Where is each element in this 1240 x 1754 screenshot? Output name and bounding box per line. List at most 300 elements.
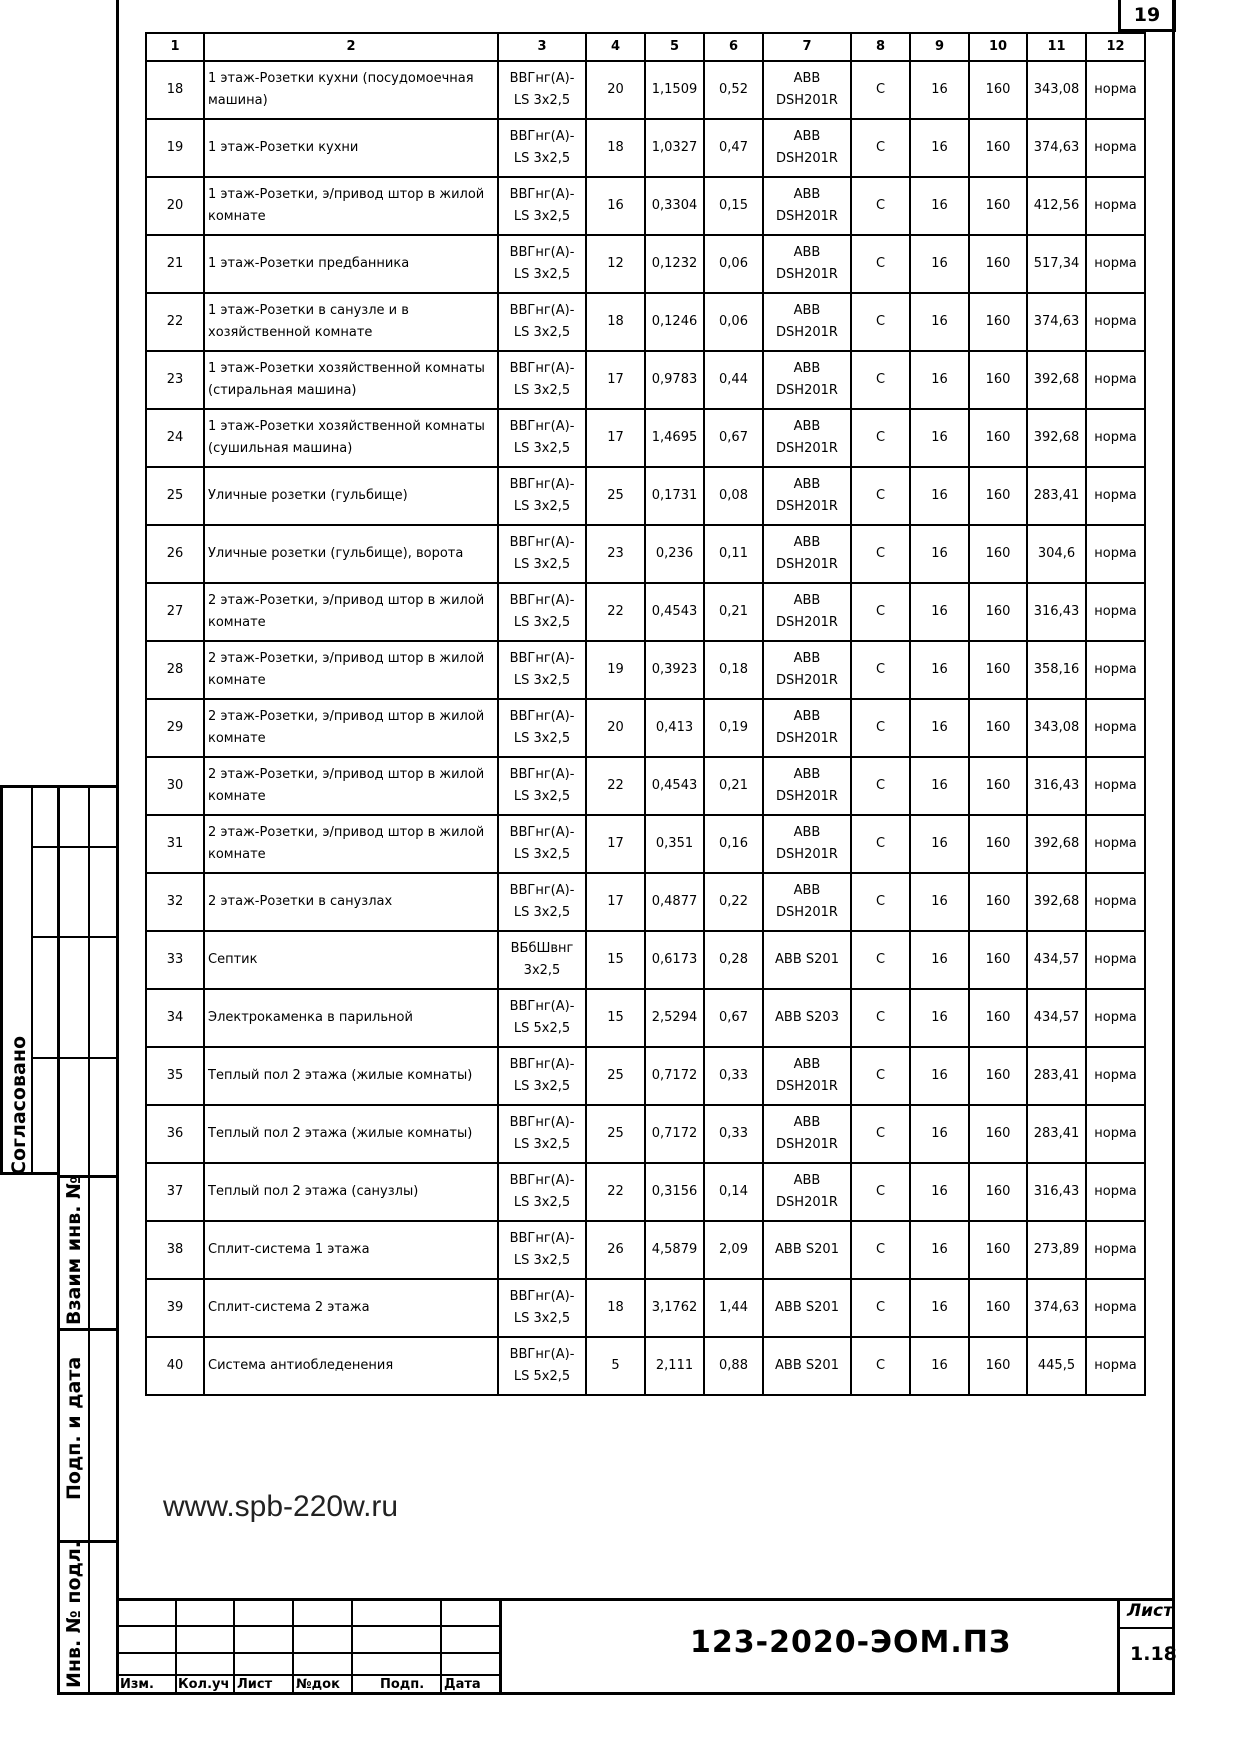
table-cell: 283,41 [1027, 1105, 1086, 1163]
table-cell: 0,47 [704, 119, 763, 177]
table-cell: 2 этаж-Розетки, э/привод штор в жилой комнате [204, 583, 498, 641]
table-cell: 2 этаж-Розетки, э/привод штор в жилой комнате [204, 641, 498, 699]
table-row [146, 815, 1145, 873]
table-cell: 283,41 [1027, 1047, 1086, 1105]
table-cell: 29 [146, 699, 204, 757]
table-row [146, 119, 1145, 177]
table-cell: 31 [146, 815, 204, 873]
label-kol-uch: Кол.уч [178, 1677, 230, 1692]
title-block [116, 1598, 1175, 1695]
table-cell: 160 [969, 757, 1027, 815]
table-cell: ABB DSH201R [763, 1047, 851, 1105]
table-cell: ВВГнг(А)-LS 3х2,5 [498, 177, 586, 235]
table-cell: норма [1086, 1047, 1145, 1105]
table-cell: 16 [910, 1047, 969, 1105]
table-cell: C [851, 699, 910, 757]
table-cell: 22 [586, 1163, 645, 1221]
table-cell: 392,68 [1027, 873, 1086, 931]
label-podp: Подп. [380, 1677, 425, 1692]
table-cell: 2 этаж-Розетки, э/привод штор в жилой комнате [204, 699, 498, 757]
table-row [146, 757, 1145, 815]
table-row [146, 61, 1145, 119]
table-cell: 18 [586, 293, 645, 351]
table-cell: 0,88 [704, 1337, 763, 1395]
table-cell: 1 этаж-Розетки, э/привод штор в жилой комнате [204, 177, 498, 235]
table-cell: 36 [146, 1105, 204, 1163]
table-cell: норма [1086, 351, 1145, 409]
table-cell: Уличные розетки (гульбище) [204, 467, 498, 525]
table-cell: C [851, 931, 910, 989]
table-cell: 5 [586, 1337, 645, 1395]
table-cell: C [851, 467, 910, 525]
label-data: Дата [444, 1677, 481, 1692]
table-cell: 16 [910, 293, 969, 351]
table-row [146, 699, 1145, 757]
table-cell: C [851, 757, 910, 815]
table-row [146, 873, 1145, 931]
table-cell: 16 [910, 931, 969, 989]
table-cell: 1,4695 [645, 409, 704, 467]
table-header [146, 33, 1145, 61]
table-cell: норма [1086, 525, 1145, 583]
table-cell: ABB DSH201R [763, 815, 851, 873]
table-cell: Система антиобледенения [204, 1337, 498, 1395]
table-cell: ВВГнг(А)-LS 3х2,5 [498, 119, 586, 177]
table-cell: норма [1086, 1105, 1145, 1163]
table-cell: 25 [586, 467, 645, 525]
table-cell: ВВГнг(А)-LS 3х2,5 [498, 293, 586, 351]
table-cell: ABB DSH201R [763, 641, 851, 699]
table-cell: 18 [586, 119, 645, 177]
table-cell: 25 [586, 1105, 645, 1163]
table-cell: 35 [146, 1047, 204, 1105]
table-cell: 16 [910, 235, 969, 293]
table-cell: 2 этаж-Розетки, э/привод штор в жилой комнате [204, 815, 498, 873]
table-cell: 16 [910, 1279, 969, 1337]
table-cell: 0,4877 [645, 873, 704, 931]
table-cell: 20 [586, 699, 645, 757]
table-cell: 0,15 [704, 177, 763, 235]
table-cell: 343,08 [1027, 61, 1086, 119]
table-cell: 20 [586, 61, 645, 119]
table-cell: норма [1086, 757, 1145, 815]
table-cell: 18 [146, 61, 204, 119]
table-cell: 22 [146, 293, 204, 351]
table-cell: 358,16 [1027, 641, 1086, 699]
table-row [146, 1163, 1145, 1221]
table-cell: C [851, 1221, 910, 1279]
table-cell: 0,16 [704, 815, 763, 873]
table-cell: Уличные розетки (гульбище), ворота [204, 525, 498, 583]
table-cell: норма [1086, 235, 1145, 293]
table-cell: 20 [146, 177, 204, 235]
table-cell: 33 [146, 931, 204, 989]
table-cell: 374,63 [1027, 119, 1086, 177]
agreed-label: Согласовано [8, 1035, 30, 1175]
table-cell: C [851, 1105, 910, 1163]
table-row [146, 1221, 1145, 1279]
table-cell: 34 [146, 989, 204, 1047]
table-row [146, 235, 1145, 293]
table-cell: ABB DSH201R [763, 293, 851, 351]
table-cell: C [851, 61, 910, 119]
table-cell: 16 [910, 699, 969, 757]
column-header: 9 [910, 33, 969, 61]
table-cell: 160 [969, 351, 1027, 409]
column-header: 1 [146, 33, 204, 61]
table-row [146, 525, 1145, 583]
table-cell: Теплый пол 2 этажа (жилые комнаты) [204, 1105, 498, 1163]
table-cell: ABB DSH201R [763, 873, 851, 931]
table-cell: 1 этаж-Розетки предбанника [204, 235, 498, 293]
table-cell: 16 [910, 409, 969, 467]
table-cell: 2 этаж-Розетки в санузлах [204, 873, 498, 931]
table-cell: 160 [969, 119, 1027, 177]
table-cell: 16 [910, 177, 969, 235]
table-cell: норма [1086, 467, 1145, 525]
table-cell: 0,28 [704, 931, 763, 989]
table-cell: 316,43 [1027, 583, 1086, 641]
table-cell: норма [1086, 989, 1145, 1047]
table-cell: 0,351 [645, 815, 704, 873]
table-cell: ABB DSH201R [763, 757, 851, 815]
table-cell: 24 [146, 409, 204, 467]
table-cell: ВВГнг(А)-LS 3х2,5 [498, 641, 586, 699]
sign-date-label: Подп. и дата [63, 1356, 85, 1500]
column-header: 6 [704, 33, 763, 61]
table-cell: ABB S201 [763, 1221, 851, 1279]
table-cell: 160 [969, 931, 1027, 989]
table-cell: 1,44 [704, 1279, 763, 1337]
table-cell: 0,413 [645, 699, 704, 757]
table-cell: 0,11 [704, 525, 763, 583]
table-cell: 0,44 [704, 351, 763, 409]
table-cell: 160 [969, 61, 1027, 119]
table-cell: 316,43 [1027, 1163, 1086, 1221]
table-cell: ABB DSH201R [763, 177, 851, 235]
table-cell: ABB DSH201R [763, 119, 851, 177]
table-cell: 0,21 [704, 583, 763, 641]
table-cell: ВВГнг(А)-LS 3х2,5 [498, 757, 586, 815]
table-cell: 15 [586, 989, 645, 1047]
table-cell: 23 [146, 351, 204, 409]
table-cell: 160 [969, 1105, 1027, 1163]
table-row [146, 467, 1145, 525]
table-cell: 0,3304 [645, 177, 704, 235]
table-cell: 0,08 [704, 467, 763, 525]
column-header: 3 [498, 33, 586, 61]
table-cell: 392,68 [1027, 351, 1086, 409]
table-cell: 1 этаж-Розетки в санузле и в хозяйственной комнате [204, 293, 498, 351]
table-cell: Электрокаменка в парильной [204, 989, 498, 1047]
table-cell: 0,06 [704, 293, 763, 351]
table-cell: ABB S203 [763, 989, 851, 1047]
table-cell: 160 [969, 177, 1027, 235]
table-cell: 39 [146, 1279, 204, 1337]
table-cell: 392,68 [1027, 815, 1086, 873]
table-cell: 0,1731 [645, 467, 704, 525]
table-cell: ВВГнг(А)-LS 3х2,5 [498, 1221, 586, 1279]
table-cell: 17 [586, 815, 645, 873]
table-cell: 0,22 [704, 873, 763, 931]
table-cell: 1,0327 [645, 119, 704, 177]
table-cell: 16 [910, 989, 969, 1047]
table-cell: норма [1086, 119, 1145, 177]
table-cell: норма [1086, 699, 1145, 757]
table-cell: ВВГнг(А)-LS 3х2,5 [498, 61, 586, 119]
table-cell: 160 [969, 235, 1027, 293]
table-cell: Сплит-система 1 этажа [204, 1221, 498, 1279]
table-cell: 16 [910, 1105, 969, 1163]
table-cell: 16 [910, 815, 969, 873]
table-cell: 0,4543 [645, 583, 704, 641]
table-cell: 15 [586, 931, 645, 989]
table-cell: 1 этаж-Розетки кухни [204, 119, 498, 177]
table-cell: 25 [146, 467, 204, 525]
table-cell: 160 [969, 699, 1027, 757]
table-cell: C [851, 293, 910, 351]
table-cell: норма [1086, 641, 1145, 699]
table-cell: 0,7172 [645, 1047, 704, 1105]
table-cell: 160 [969, 815, 1027, 873]
table-cell: 0,19 [704, 699, 763, 757]
column-header: 8 [851, 33, 910, 61]
table-cell: 343,08 [1027, 699, 1086, 757]
table-cell: норма [1086, 177, 1145, 235]
table-cell: норма [1086, 931, 1145, 989]
table-cell: норма [1086, 815, 1145, 873]
table-cell: 0,52 [704, 61, 763, 119]
table-cell: 2,09 [704, 1221, 763, 1279]
table-cell: 160 [969, 583, 1027, 641]
table-row [146, 583, 1145, 641]
table-cell: 0,14 [704, 1163, 763, 1221]
table-cell: 316,43 [1027, 757, 1086, 815]
table-cell: C [851, 641, 910, 699]
table-cell: C [851, 1163, 910, 1221]
label-izm: Изм. [120, 1677, 154, 1692]
sheet-label: Лист [1127, 1601, 1173, 1621]
table-cell: C [851, 177, 910, 235]
table-cell: норма [1086, 293, 1145, 351]
table-row [146, 1105, 1145, 1163]
table-cell: 1,1509 [645, 61, 704, 119]
table-cell: ВВГнг(А)-LS 5х2,5 [498, 1337, 586, 1395]
table-cell: 16 [910, 467, 969, 525]
table-cell: 27 [146, 583, 204, 641]
table-cell: 160 [969, 989, 1027, 1047]
table-cell: 1 этаж-Розетки кухни (посудомоечная машина) [204, 61, 498, 119]
table-cell: 4,5879 [645, 1221, 704, 1279]
table-cell: 1 этаж-Розетки хозяйственной комнаты (стиральная машина) [204, 351, 498, 409]
table-cell: 40 [146, 1337, 204, 1395]
website-url: www.spb-220w.ru [163, 1490, 399, 1523]
table-cell: норма [1086, 873, 1145, 931]
table-cell: Теплый пол 2 этажа (санузлы) [204, 1163, 498, 1221]
table-cell: ВВГнг(А)-LS 3х2,5 [498, 235, 586, 293]
table-cell: 0,6173 [645, 931, 704, 989]
table-cell: 0,33 [704, 1105, 763, 1163]
table-cell: 22 [586, 583, 645, 641]
table-cell: ABB DSH201R [763, 409, 851, 467]
table-cell: ВВГнг(А)-LS 3х2,5 [498, 583, 586, 641]
table-cell: 0,18 [704, 641, 763, 699]
table-cell: C [851, 525, 910, 583]
document-code: 123-2020-ЭОМ.ПЗ [690, 1625, 1012, 1660]
table-cell: ABB DSH201R [763, 61, 851, 119]
table-cell: C [851, 351, 910, 409]
table-cell: ВВГнг(А)-LS 3х2,5 [498, 1105, 586, 1163]
table-cell: 17 [586, 873, 645, 931]
table-cell: C [851, 989, 910, 1047]
table-cell: 37 [146, 1163, 204, 1221]
table-cell: норма [1086, 1221, 1145, 1279]
table-cell: 26 [146, 525, 204, 583]
table-cell: 160 [969, 1279, 1027, 1337]
inv-vzaim-label: Взаим инв. № [63, 1176, 85, 1325]
table-row [146, 351, 1145, 409]
table-cell: 16 [910, 1337, 969, 1395]
table-cell: Теплый пол 2 этажа (жилые комнаты) [204, 1047, 498, 1105]
table-cell: C [851, 409, 910, 467]
table-cell: 0,236 [645, 525, 704, 583]
table-cell: ВВГнг(А)-LS 3х2,5 [498, 525, 586, 583]
table-cell: 17 [586, 351, 645, 409]
table-cell: ABB DSH201R [763, 699, 851, 757]
table-cell: ABB DSH201R [763, 235, 851, 293]
table-cell: ВВГнг(А)-LS 3х2,5 [498, 1163, 586, 1221]
table-cell: 2,111 [645, 1337, 704, 1395]
table-cell: 38 [146, 1221, 204, 1279]
table-cell: 22 [586, 757, 645, 815]
table-cell: норма [1086, 1337, 1145, 1395]
table-cell: норма [1086, 583, 1145, 641]
table-cell: 16 [586, 177, 645, 235]
table-row [146, 931, 1145, 989]
table-cell: C [851, 1047, 910, 1105]
table-cell: ABB DSH201R [763, 1163, 851, 1221]
table-cell: 32 [146, 873, 204, 931]
table-cell: 16 [910, 61, 969, 119]
column-header: 11 [1027, 33, 1086, 61]
table-cell: ABB DSH201R [763, 1105, 851, 1163]
table-cell: норма [1086, 1163, 1145, 1221]
column-header: 10 [969, 33, 1027, 61]
table-cell: C [851, 815, 910, 873]
table-cell: 304,6 [1027, 525, 1086, 583]
table-cell: 374,63 [1027, 1279, 1086, 1337]
label-ndok: №док [296, 1677, 340, 1692]
table-cell: 160 [969, 641, 1027, 699]
table-cell: 28 [146, 641, 204, 699]
table-row [146, 177, 1145, 235]
table-cell: 16 [910, 757, 969, 815]
table-cell: ВВГнг(А)-LS 3х2,5 [498, 873, 586, 931]
table-cell: 445,5 [1027, 1337, 1086, 1395]
table-cell: 30 [146, 757, 204, 815]
page-number: 19 [1118, 0, 1176, 32]
table-cell: Сплит-система 2 этажа [204, 1279, 498, 1337]
table-cell: 0,33 [704, 1047, 763, 1105]
table-cell: норма [1086, 1279, 1145, 1337]
table-cell: 392,68 [1027, 409, 1086, 467]
spec-table [145, 32, 1146, 1396]
table-cell: ВВГнг(А)-LS 3х2,5 [498, 1047, 586, 1105]
table-cell: 16 [910, 873, 969, 931]
table-row [146, 641, 1145, 699]
table-cell: ВВГнг(А)-LS 3х2,5 [498, 409, 586, 467]
table-cell: ABB DSH201R [763, 467, 851, 525]
table-cell: 0,1232 [645, 235, 704, 293]
table-cell: ABB S201 [763, 1337, 851, 1395]
table-cell: 16 [910, 1163, 969, 1221]
table-cell: C [851, 1279, 910, 1337]
table-cell: ABB DSH201R [763, 583, 851, 641]
table-cell: ВВГнг(А)-LS 3х2,5 [498, 1279, 586, 1337]
table-cell: 0,06 [704, 235, 763, 293]
table-cell: норма [1086, 409, 1145, 467]
table-cell: ABB S201 [763, 1279, 851, 1337]
table-cell: Септик [204, 931, 498, 989]
table-cell: 0,3923 [645, 641, 704, 699]
table-cell: ABB S201 [763, 931, 851, 989]
table-cell: ВВГнг(А)-LS 3х2,5 [498, 351, 586, 409]
table-cell: 160 [969, 525, 1027, 583]
table-cell: 283,41 [1027, 467, 1086, 525]
table-cell: 160 [969, 293, 1027, 351]
table-cell: 16 [910, 583, 969, 641]
table-cell: 434,57 [1027, 989, 1086, 1047]
table-cell: 412,56 [1027, 177, 1086, 235]
table-cell: 0,21 [704, 757, 763, 815]
table-cell: ABB DSH201R [763, 351, 851, 409]
table-cell: C [851, 119, 910, 177]
table-cell: 0,67 [704, 409, 763, 467]
table-cell: 17 [586, 409, 645, 467]
table-cell: ВВГнг(А)-LS 3х2,5 [498, 699, 586, 757]
table-cell: 374,63 [1027, 293, 1086, 351]
table-cell: 0,67 [704, 989, 763, 1047]
table-cell: норма [1086, 61, 1145, 119]
table-row [146, 1337, 1145, 1395]
inv-orig-label: Инв. № подл. [63, 1540, 85, 1688]
column-header: 7 [763, 33, 851, 61]
table-cell: C [851, 1337, 910, 1395]
table-cell: 16 [910, 525, 969, 583]
table-cell: ВБбШвнг 3х2,5 [498, 931, 586, 989]
table-cell: 21 [146, 235, 204, 293]
table-cell: 0,9783 [645, 351, 704, 409]
table-cell: 23 [586, 525, 645, 583]
table-cell: 2 этаж-Розетки, э/привод штор в жилой комнате [204, 757, 498, 815]
table-cell: 160 [969, 1047, 1027, 1105]
sheet-number: 1.18 [1130, 1643, 1177, 1665]
table-cell: 0,1246 [645, 293, 704, 351]
table-cell: 12 [586, 235, 645, 293]
label-list: Лист [237, 1677, 273, 1692]
table-cell: 16 [910, 1221, 969, 1279]
table-cell: 273,89 [1027, 1221, 1086, 1279]
table-row [146, 1047, 1145, 1105]
table-cell: 160 [969, 1221, 1027, 1279]
table-cell: 160 [969, 409, 1027, 467]
table-cell: ВВГнг(А)-LS 3х2,5 [498, 815, 586, 873]
table-cell: C [851, 235, 910, 293]
table-cell: 0,7172 [645, 1105, 704, 1163]
table-cell: 19 [146, 119, 204, 177]
table-cell: 16 [910, 641, 969, 699]
table-row [146, 293, 1145, 351]
